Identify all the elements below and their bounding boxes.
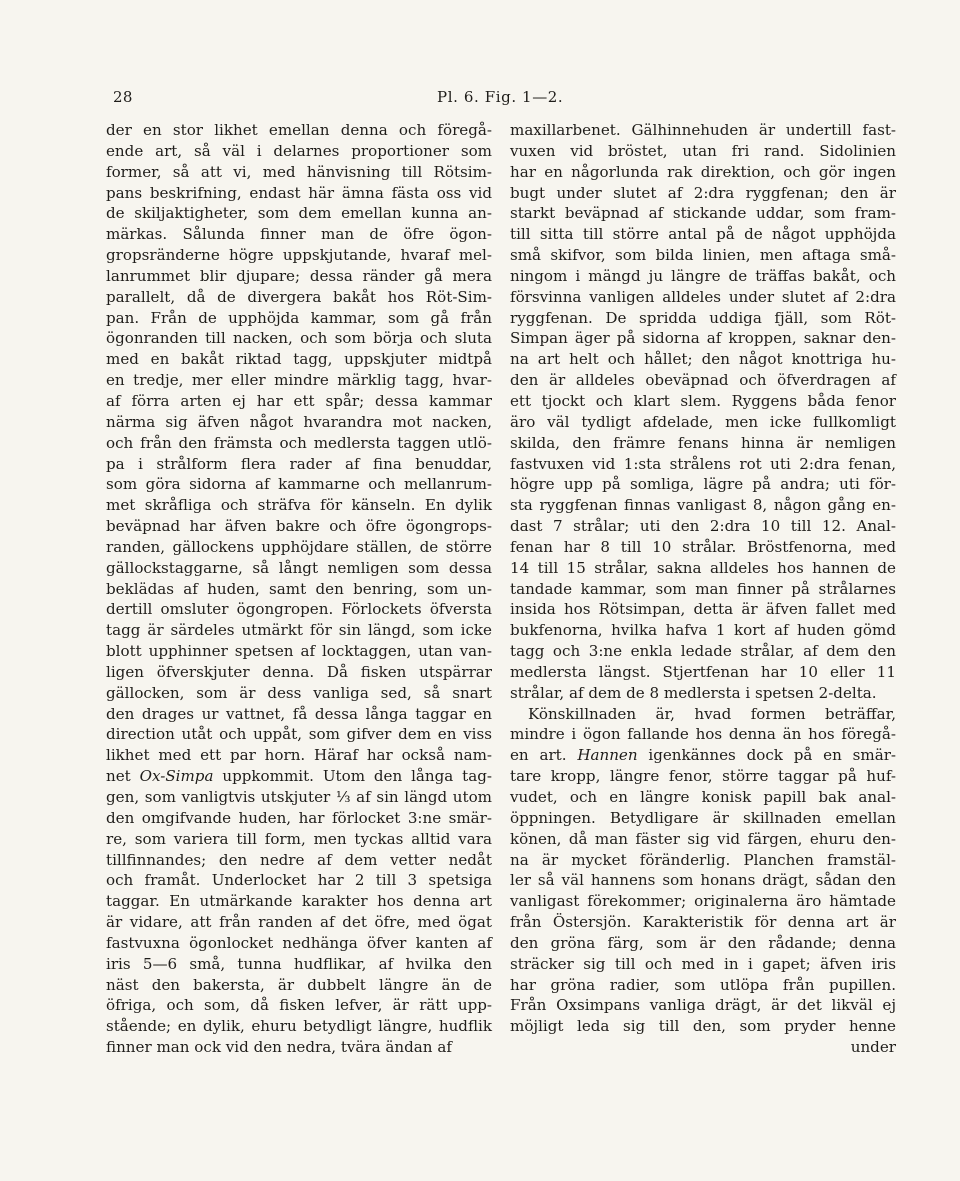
text-line: tagg är särdeles utmärkt för sin längd, som icke	[106, 621, 492, 640]
text-line: strålar, af dem de 8 medlersta i spetsen 2-delta.	[510, 683, 877, 702]
text-line: pa i strålform flera rader af fina benuddar,	[106, 454, 492, 473]
text-line: ögonranden till nacken, och som börja och sluta	[106, 329, 492, 348]
text-line: beväpnad har äfven bakre och öfre ögongrops-	[106, 517, 492, 536]
text-line: dast 7 strålar; uti den 2:dra 10 till 12. Anal-	[510, 517, 896, 536]
text-line: sta ryggfenan finnas vanligast 8, någon gång en-	[510, 496, 896, 515]
text-line: fastvuxen vid 1:sta strålens rot uti 2:dra fenan,	[510, 454, 896, 473]
text-line: tillfinnandes; den nedre af dem vetter nedåt	[106, 850, 492, 869]
text-line: net Ox-Simpa uppkommit. Utom den långa tag-	[106, 767, 492, 786]
text-line: gen, som vanligtvis utskjuter ⅓ af sin längd utom	[106, 788, 492, 806]
plate-reference: Pl. 6. Fig. 1—2.	[437, 88, 564, 106]
text-line: ende art, så väl i delarnes proportioner som	[106, 141, 492, 160]
text-line: möjligt leda sig till den, som pryder henne	[510, 1017, 896, 1036]
text-line: vanligast förekommer; originalerna äro hämtade	[510, 892, 896, 911]
text-line: mindre i ögon fallande hos denna än hos föregå-	[510, 725, 896, 744]
text-line: maxillarbenet. Gälhinnehuden är undertill fast-	[510, 121, 896, 139]
text-line: högre upp på somliga, lägre på andra; uti för-	[510, 475, 896, 494]
text-line: och från den främsta och medlersta taggen utlö-	[106, 433, 492, 452]
text-line: ligen öfverskjuter denna. Då fisken utspärrar	[106, 662, 492, 681]
text-line: den drages ur vattnet, få dessa långa taggar en	[106, 704, 492, 723]
text-line: de skiljaktigheter, som dem emellan kunna an-	[106, 204, 492, 223]
text-line: närma sig äfven något hvarandra mot nacken,	[106, 412, 492, 431]
text-line: beklädas af huden, samt den benring, som un-	[106, 579, 492, 598]
text-line: randen, gällockens upphöjdare ställen, de större	[106, 537, 492, 556]
text-line: fastvuxna ögonlocket nedhänga öfver kanten af	[106, 933, 492, 952]
text-line: gropsränderne högre uppskjutande, hvaraf mel-	[106, 246, 492, 265]
text-line: ryggfenan. De spridda uddiga fjäll, som Röt-	[510, 308, 896, 327]
text-line: fenan har 8 till 10 strålar. Bröstfenorna, med	[510, 537, 896, 556]
text-line: är vidare, att från randen af det öfre, med ögat	[106, 913, 492, 932]
italic-term: Hannen	[577, 746, 638, 765]
text-line: tagg och 3:ne enkla ledade strålar, af dem den	[510, 642, 896, 661]
text-line: har en någorlunda rak direktion, och gör ingen	[510, 162, 896, 181]
page-number: 28	[113, 88, 133, 106]
text-line: af förra arten ej har ett spår; dessa kammar	[106, 391, 492, 410]
text-line: den omgifvande huden, har förlocket 3:ne smär-	[106, 808, 492, 827]
text-line: tare kropp, längre fenor, större taggar på huf-	[510, 767, 896, 786]
text-line: försvinna vanligen alldeles under slutet af 2:dra	[510, 287, 896, 306]
text-line: dertill omsluter ögongropen. Förlockets öfversta	[106, 600, 492, 619]
text-line: finner man ock vid den nedra, tvära ändan af	[106, 1038, 452, 1057]
left-text-column	[106, 120, 492, 1058]
text-line: former, så att vi, med hänvisning till Rötsim-	[106, 162, 492, 181]
text-line: sträcker sig till och med in i gapet; äfven iris	[510, 954, 896, 973]
text-line: stående; en dylik, ehuru betydligt längre, hudflik	[106, 1017, 492, 1036]
text-line: könen, då man fäster sig vid färgen, ehuru den-	[510, 829, 896, 848]
text-line: parallelt, då de divergera bakåt hos Röt-Sim-	[106, 287, 492, 306]
text-line: na är mycket föränderlig. Planchen framstäl-	[510, 850, 896, 869]
text-line: likhet med ett par horn. Häraf har också nam-	[106, 746, 492, 765]
text-line: till sitta till större antal på de något upphöjda	[510, 225, 896, 244]
text-line: insida hos Rötsimpan, detta är äfven fallet med	[510, 600, 896, 619]
text-line: gällocken, som är dess vanliga sed, så snart	[106, 683, 492, 702]
text-line: gällockstaggarne, så långt nemligen som dessa	[106, 558, 492, 577]
text-line: ningom i mängd ju längre de träffas bakåt, och	[510, 266, 896, 285]
text-line: blott upphinner spetsen af locktaggen, utan van-	[106, 642, 492, 661]
text-line: Simpan äger på sidorna af kroppen, saknar den-	[510, 329, 896, 348]
text-line: som göra sidorna af kammarne och mellanrum-	[106, 475, 492, 494]
text-line: bukfenorna, hvilka hafva 1 kort af huden gömd	[510, 621, 896, 640]
text-line: en art. Hannen igenkännes dock på en smär-	[510, 746, 897, 765]
text-line: en tredje, mer eller mindre märklig tagg, hvar-	[106, 371, 492, 390]
text-line: iris 5—6 små, tunna hudflikar, af hvilka den	[106, 954, 492, 973]
text-line: pans beskrifning, endast här ämna fästa oss vid	[106, 183, 492, 202]
page-header	[0, 88, 960, 112]
text-line: den gröna färg, som är den rådande; denna	[510, 933, 896, 952]
text-line: ett tjockt och klart slem. Ryggens båda fenor	[510, 391, 896, 410]
text-line: öfriga, och som, då fisken lefver, är rätt upp-	[106, 996, 492, 1015]
text-line: näst den bakersta, är dubbelt längre än de	[106, 975, 492, 994]
text-line: taggar. En utmärkande karakter hos denna art	[106, 892, 492, 911]
right-text-column	[510, 120, 896, 1058]
text-line: medlersta längst. Stjertfenan har 10 eller 11	[510, 662, 896, 681]
text-line: Från Oxsimpans vanliga drägt, är det likväl ej	[510, 996, 896, 1015]
text-line: med en bakåt riktad tagg, uppskjuter midtpå	[106, 350, 492, 369]
text-line: och framåt. Underlocket har 2 till 3 spetsiga	[106, 871, 492, 890]
text-line: vudet, och en längre konisk papill bak anal-	[510, 788, 896, 806]
text-line: den är alldeles obeväpnad och öfverdragen af	[510, 371, 896, 390]
italic-term: Ox-Simpa	[139, 767, 214, 786]
text-line: skilda, den främre fenans hinna är nemligen	[510, 433, 896, 452]
text-line: lanrummet blir djupare; dessa ränder gå mera	[106, 266, 492, 285]
text-line: ler så väl hannens som honans drägt, sådan den	[510, 871, 896, 890]
text-line: vuxen vid bröstet, utan fri rand. Sidolinien	[510, 141, 896, 160]
text-line: pan. Från de upphöjda kammar, som gå från	[106, 308, 492, 327]
text-line: der en stor likhet emellan denna och föregå-	[106, 121, 492, 139]
text-line: direction utåt och uppåt, som gifver dem en viss	[106, 725, 492, 744]
text-line: bugt under slutet af 2:dra ryggfenan; den är	[510, 183, 896, 202]
text-line: re, som variera till form, men tyckas alltid vara	[106, 829, 492, 848]
text-line: små skifvor, som bilda linien, men aftaga små-	[510, 246, 896, 265]
text-line: met skråfliga och sträfva för känseln. En dylik	[106, 496, 492, 515]
text-line: från Östersjön. Karakteristik för denna art är	[510, 913, 896, 932]
text-line: öppningen. Betydligare är skillnaden emellan	[510, 808, 896, 827]
text-line: starkt beväpnad af stickande uddar, som fram-	[510, 204, 896, 223]
text-line: Könskillnaden är, hvad formen beträffar,	[528, 704, 896, 723]
text-line: har gröna radier, som utlöpa från pupillen.	[510, 975, 896, 994]
text-line: na art helt och hållet; den något knottriga hu-	[510, 350, 896, 369]
text-line: 14 till 15 strålar, sakna alldeles hos hannen de	[510, 558, 896, 577]
text-line: märkas. Sålunda finner man de öfre ögon-	[106, 225, 492, 244]
text-line: tandade kammar, som man finner på strålarnes	[510, 579, 896, 598]
text-line: äro väl tydligt afdelade, men icke fullkomligt	[510, 412, 896, 431]
text-line: under	[850, 1038, 896, 1057]
